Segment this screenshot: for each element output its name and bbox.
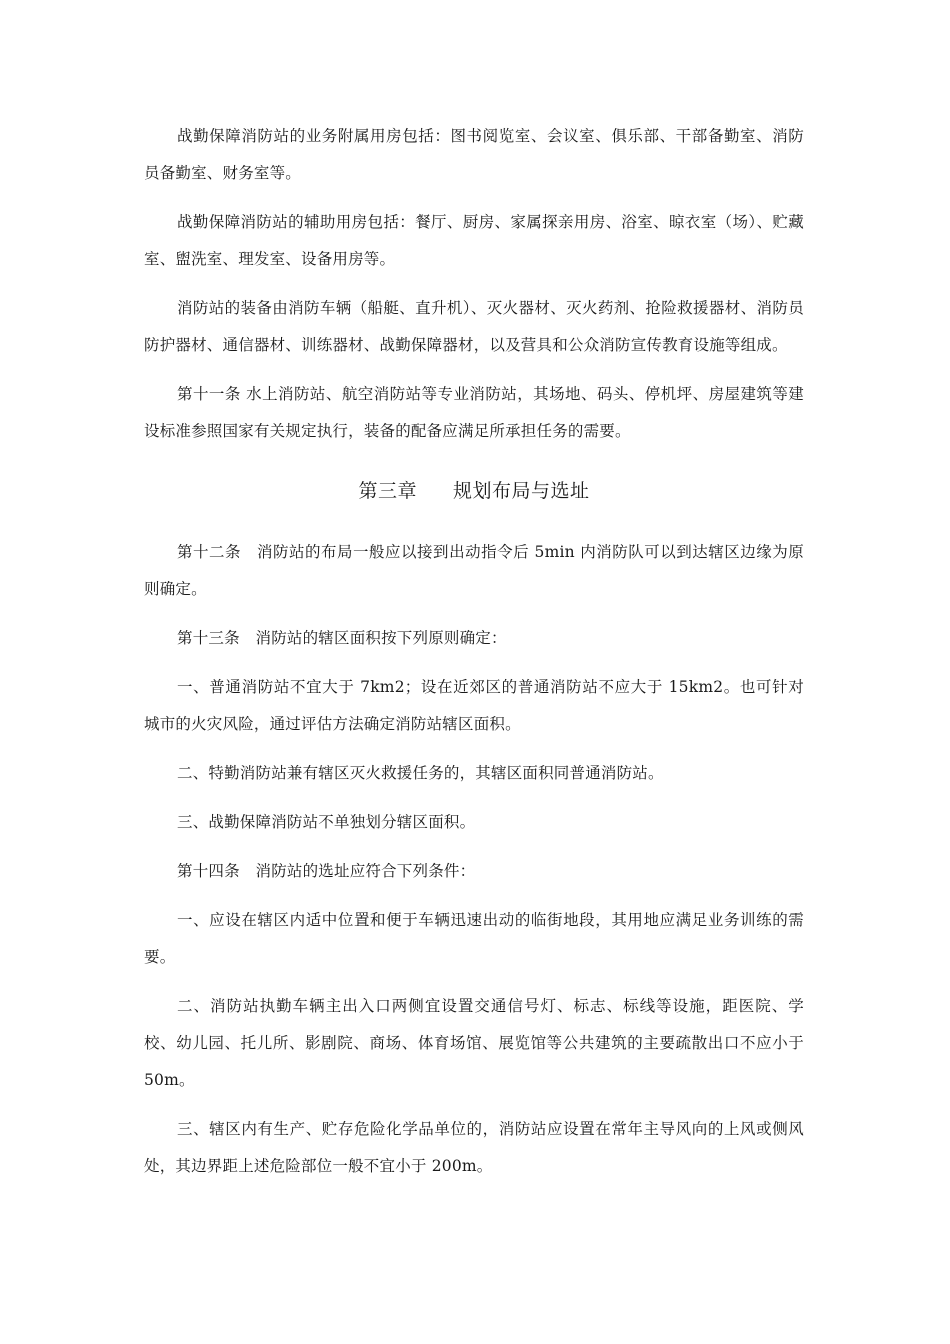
paragraph-station-equipment: 消防站的装备由消防车辆（船艇、直升机）、灭火器材、灭火药剂、抢险救援器材、消防员防护器材、通信器材、训练器材、战勤保障器材，以及营具和公众消防宣传教育设施等组成。 bbox=[144, 299, 804, 354]
paragraph-support-station-auxiliary-rooms: 战勤保障消防站的辅助用房包括：餐厅、厨房、家属探亲用房、浴室、晾衣室（场）、贮藏室、盥洗室、理发室、设备用房等。 bbox=[144, 213, 804, 268]
paragraph-article-13: 第十三条 消防站的辖区面积按下列原则确定： bbox=[177, 629, 507, 647]
paragraph-article-11: 第十一条 水上消防站、航空消防站等专业消防站，其场地、码头、停机坪、房屋建筑等建设标准参照国家有关规定执行，装备的配备应满足所承担任务的需要。 bbox=[144, 385, 804, 440]
paragraph-article-14-item-1: 一、应设在辖区内适中位置和便于车辆迅速出动的临街地段，其用地应满足业务训练的需要。 bbox=[144, 911, 804, 966]
document-page bbox=[144, 118, 804, 1197]
paragraph-article-13-item-3: 三、战勤保障消防站不单独划分辖区面积。 bbox=[177, 813, 476, 831]
paragraph-article-14-item-2: 二、消防站执勤车辆主出入口两侧宜设置交通信号灯、标志、标线等设施，距医院、学校、幼儿园、托儿所、影剧院、商场、体育场馆、展览馆等公共建筑的主要疏散出口不应小于 50m。 bbox=[144, 997, 804, 1089]
chapter-number: 第三章 bbox=[358, 480, 417, 502]
paragraph-support-station-business-rooms: 战勤保障消防站的业务附属用房包括：图书阅览室、会议室、俱乐部、干部备勤室、消防员备勤室、财务室等。 bbox=[144, 127, 804, 182]
paragraph-article-14: 第十四条 消防站的选址应符合下列条件： bbox=[177, 862, 476, 880]
paragraph-article-13-item-1: 一、普通消防站不宜大于 7km2；设在近郊区的普通消防站不应大于 15km2。也可针对城市的火灾风险，通过评估方法确定消防站辖区面积。 bbox=[144, 678, 804, 733]
paragraph-article-14-item-3: 三、辖区内有生产、贮存危险化学品单位的，消防站应设置在常年主导风向的上风或侧风处，其边界距上述危险部位一般不宜小于 200m。 bbox=[144, 1120, 804, 1175]
paragraph-article-13-item-2: 二、特勤消防站兼有辖区灭火救援任务的，其辖区面积同普通消防站。 bbox=[177, 764, 664, 782]
chapter-heading bbox=[144, 476, 804, 506]
paragraph-article-12: 第十二条 消防站的布局一般应以接到出动指令后 5min 内消防队可以到达辖区边缘为原则确定。 bbox=[144, 543, 804, 598]
chapter-title: 规划布局与选址 bbox=[453, 480, 590, 502]
